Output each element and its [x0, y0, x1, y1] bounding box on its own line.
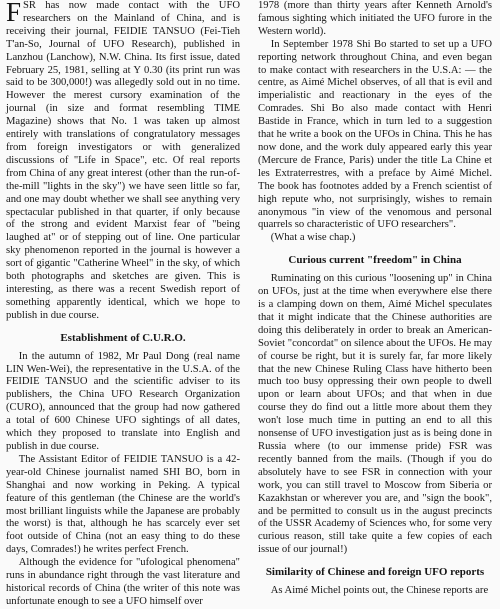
section-heading-similarity: Similarity of Chinese and foreign UFO reports: [265, 566, 485, 579]
intro-paragraph: [6, 0, 240, 323]
paragraph-ruminating: Ruminating on this curious "loosening up" in China on UFOs, just at the time when everywhere else there is a clamping down on them, Aimé Michel speculates that it might indicate that the Chinese authorities are doing this deliberately in order to break an American-Soviet "concordat" on silence about the UFOs. He may of course be right, but it is surely far, far more likely that the new Chinese Ruling Class have hitherto been much too busy oppressing their own people to dwell upon or learn about UFOs; and that when in due course they do find out a little more about them they won't lose much time in putting an end to all this nonsense of UFO investigation just as is being done in Russia where (to our immense pride) FSR was recently banned from the mails. (Though if you do absolutely have to see FSR in connection with your work, you can still travel to Moscow from Siberia or Kazakhstan or wherever you are, and "sign the book", and be permitted to consult us in the august precincts of the USSR Academy of Sciences who, for some very curious reason, still take quite a few copies of each issue of our journal!): [258, 273, 492, 556]
paragraph-aside: (What a wise chap.): [270, 232, 356, 244]
paragraph-similarity: As Aimé Michel points out, the Chinese reports are: [270, 585, 489, 597]
section-heading-establishment: Establishment of C.U.R.O.: [60, 331, 186, 344]
paragraph-assistant-editor: The Assistant Editor of FEIDIE TANSUO is a 42-year-old Chinese journalist named SHI BO, born in Shanghai and now working in Peking. A typical feature of this gentleman (the Chinese are the world's most brilliant linguists while the Japanese are probably the worst) is that, although he has scarcely ever set foot outside of China (not an easy thing to do these days, Comrades!) he writes perfect French.: [6, 453, 240, 556]
paragraph-establishment: In the autumn of 1982, Mr Paul Dong (real name LIN Wen-Wei), the representative in the U.S.A. of the FEIDIE TANSUO and the scientific adviser to its publishers, the China UFO Research Organization (CURO), announced that the group had now gathered a total of 600 Chinese UFO sightings of all dates, which they proposed to translate into English and publish in due course.: [6, 350, 240, 452]
paragraph-september: In September 1978 Shi Bo started to set up a UFO reporting network throughout China, and even began to make contact with researchers in the U.S.A: — the centre, as Aimé Michel observes, of all that is evil and imperialistic and reactionary in the eyes of the Comrades. Shi Bo also made contact with Henri Bastide in France, which in turn led to a suggestion that he write a book on the UFOs in China. This he has now done, and the work duly appeared early this year (Mercure de France, Paris) under the title La Chine et les Extraterrestres, with a preface by Aimé Michel. The book has footnotes added by a French scientist of high repute who, not surprisingly, wishes to remain anonymous "in view of the venomous and personal quarrels so characteristic of UFO researchers".: [258, 38, 492, 231]
section-heading-freedom: Curious current "freedom" in China: [288, 254, 462, 267]
right-column: [258, 0, 492, 598]
left-column: [6, 0, 240, 609]
paragraph-continuation: 1978 (more than thirty years after Kenneth Arnold's famous sighting which initiated the UFO furore in the Western world).: [258, 0, 492, 37]
intro-text: SR has now made contact with the UFO researchers on the Mainland of China, and is receiving their journal, FEIDIE TANSUO (Fei-Tieh T'an-So, Journal of UFO Research), published in Lanzhou (Lanchow), N.W. China. Its first issue, dated February 25, 1981, selling at Y 0.30 (its print run was said to be 300,000!) was allegedly sold out in no time. However the merest cursory examination of the journal (in size and format resembling TIME Magazine) shows that No. 1 was taken up almost entirely with translations of congratulatory messages from foreign investigators or with generalized discussions of "Life in Space", etc. Of real reports from China of any great interest (other than the run-of-the-mill "lights in the sky") we have seen little so far, and one may doubt whether we shall see anything very spectacular published in that quarter, if only because of the strong and evident Marxist fear of "being laughed at" or of stepping out of line. One particular sky phenomenon reported in the journal is however a sort of gigantic "Catherine Wheel" in the sky, of which both photographs and sketches are given. This is interesting, as there was a recent Swedish report of something apparently identical, which we hope to publish in due course.: [6, 0, 240, 321]
drop-cap: F: [6, 0, 22, 27]
paragraph-although: Although the evidence for "ufological phenomena" runs in abundance right through the vast literature and historical records of China (the writer of this note was unfortunate enough to see a UFO himself over: [6, 557, 240, 607]
